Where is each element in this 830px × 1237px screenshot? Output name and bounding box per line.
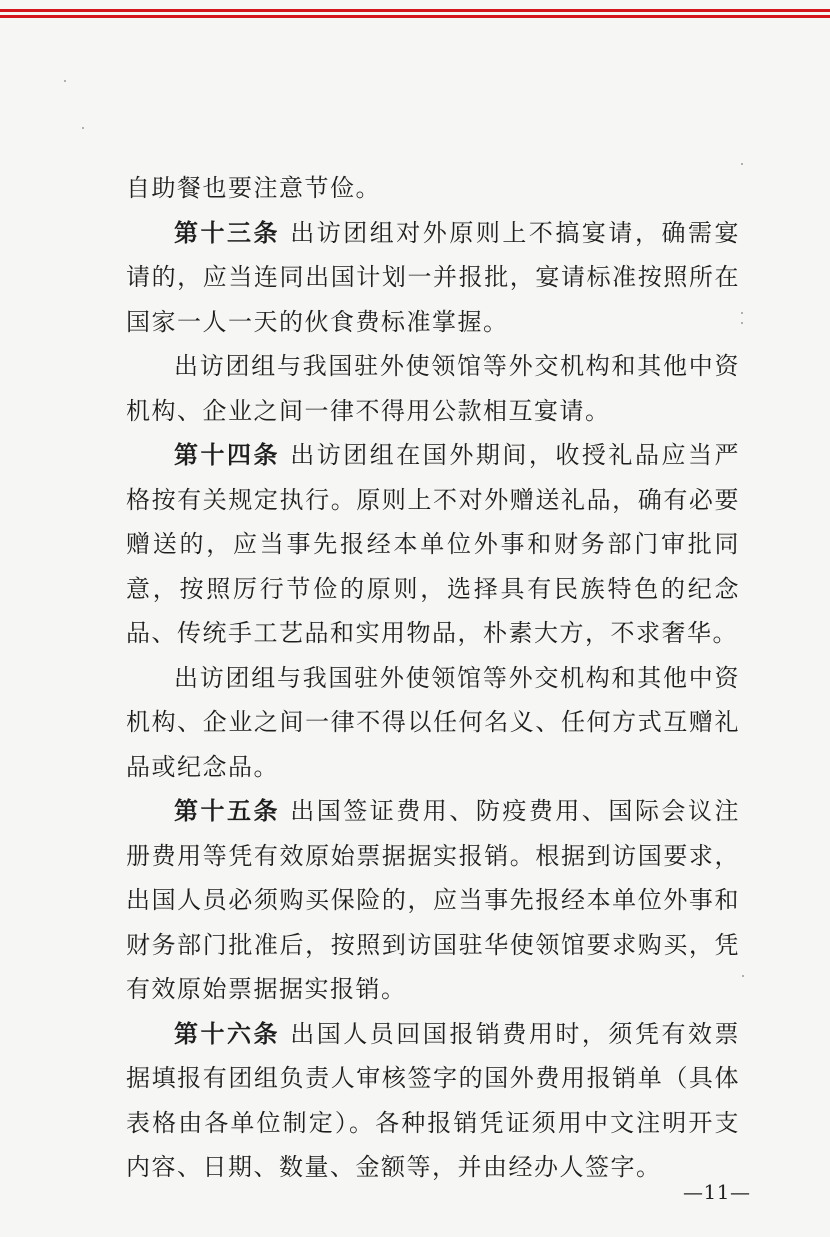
scan-speck bbox=[742, 975, 744, 977]
document-body bbox=[126, 166, 740, 1190]
paragraph-text: 自助餐也要注意节俭。 bbox=[126, 174, 381, 202]
header-red-rule bbox=[0, 15, 830, 18]
paragraph-text: 出访团组对外原则上不搞宴请，确需宴请的，应当连同出国计划一并报批，宴请标准按照所在国家一人一天的伙食费标准掌握。 bbox=[126, 218, 740, 336]
paragraph bbox=[126, 344, 740, 433]
article-heading: 第十三条 bbox=[174, 218, 281, 247]
paragraph bbox=[126, 166, 740, 211]
paragraph-text: 出访团组在国外期间，收授礼品应当严格按有关规定执行。原则上不对外赠送礼品，确有必要赠送的，应当事先报经本单位外事和财务部门审批同意，按照厉行节俭的原则，选择具有民族特色的纪念品、传统手工艺品和实用物品，朴素大方，不求奢华。 bbox=[126, 441, 740, 647]
paragraph bbox=[126, 211, 740, 345]
paragraph bbox=[126, 433, 740, 656]
paragraph-text: 出访团组与我国驻外使领馆等外交机构和其他中资机构、企业之间一律不得以任何名义、任何方式互赠礼品或纪念品。 bbox=[126, 663, 740, 781]
scan-speck bbox=[82, 127, 84, 129]
scan-speck bbox=[741, 312, 743, 314]
paragraph-text: 出国人员回国报销费用时，须凭有效票据填报有团组负责人审核签字的国外费用报销单（具体表格由各单位制定）。各种报销凭证须用中文注明开支内容、日期、数量、金额等，并由经办人签字。 bbox=[126, 1019, 740, 1181]
article-heading: 第十四条 bbox=[174, 441, 281, 469]
header-red-rule bbox=[0, 9, 830, 12]
scan-speck bbox=[64, 80, 66, 82]
article-heading: 第十六条 bbox=[174, 1019, 281, 1048]
paragraph-text: 出访团组与我国驻外使领馆等外交机构和其他中资机构、企业之间一律不得用公款相互宴请。 bbox=[126, 352, 740, 425]
scan-speck bbox=[741, 163, 743, 165]
paragraph bbox=[126, 789, 740, 1012]
scan-speck bbox=[741, 322, 743, 324]
paragraph bbox=[126, 656, 740, 790]
article-heading: 第十五条 bbox=[174, 797, 281, 825]
paragraph bbox=[126, 1012, 740, 1190]
page-number: —11— bbox=[683, 1180, 751, 1204]
paragraph-text: 出国签证费用、防疫费用、国际会议注册费用等凭有效原始票据据实报销。根据到访国要求，出国人员必须购买保险的，应当事先报经本单位外事和财务部门批准后，按照到访国驻华使领馆要求购买，凭有效原始票据据实报销。 bbox=[126, 797, 740, 1003]
